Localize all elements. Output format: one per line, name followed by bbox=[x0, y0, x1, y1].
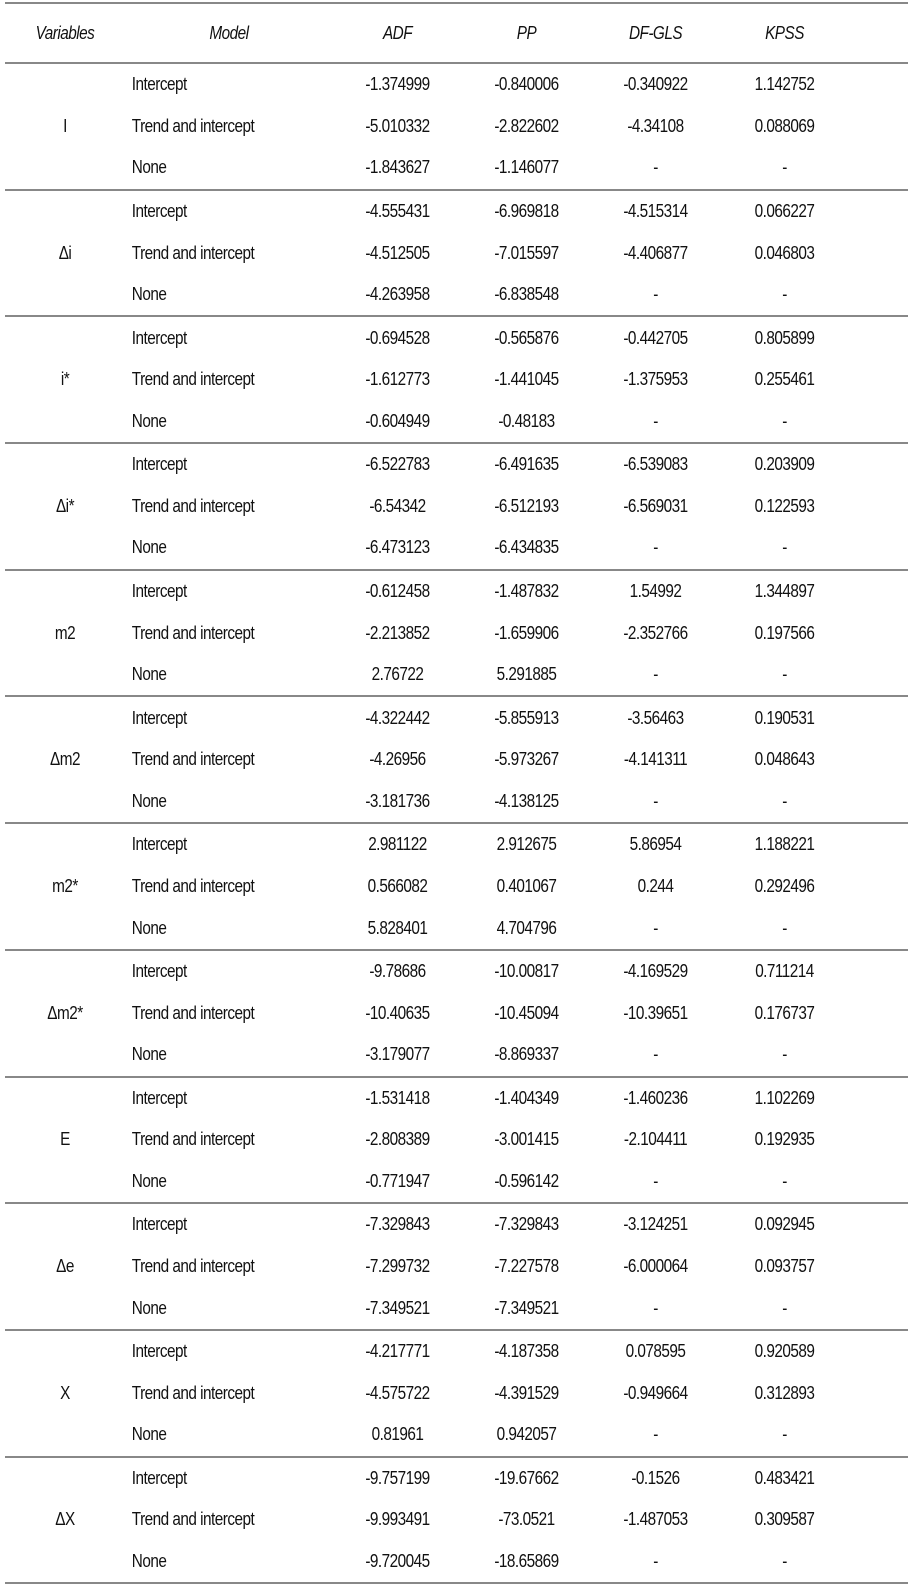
dfgls-cell: -0.949664 bbox=[623, 1382, 688, 1403]
model-cell: Trend and intercept bbox=[131, 115, 255, 136]
dfgls-cell: - bbox=[653, 157, 658, 178]
dfgls-cell: - bbox=[653, 917, 658, 938]
dfgls-cell: - bbox=[653, 1044, 658, 1065]
kpss-cell: 0.805899 bbox=[754, 327, 815, 348]
dfgls-cell: -6.569031 bbox=[623, 495, 688, 516]
table-row bbox=[125, 444, 908, 485]
variable-name: E bbox=[60, 1129, 70, 1150]
pp-cell: -7.015597 bbox=[494, 242, 559, 263]
pp-cell: -6.838548 bbox=[494, 284, 559, 305]
kpss-cell: 1.142752 bbox=[754, 74, 815, 95]
kpss-cell: - bbox=[782, 1044, 787, 1065]
table-row bbox=[125, 1499, 908, 1540]
adf-cell: 0.566082 bbox=[367, 875, 428, 896]
model-cell: Trend and intercept bbox=[131, 369, 255, 390]
adf-cell: -7.299732 bbox=[365, 1256, 430, 1277]
adf-cell: -4.26956 bbox=[369, 749, 426, 770]
variable-name: I bbox=[63, 115, 67, 136]
kpss-cell: - bbox=[782, 1424, 787, 1445]
adf-cell: -5.010332 bbox=[365, 115, 430, 136]
dfgls-cell: -4.34108 bbox=[627, 115, 684, 136]
adf-cell: -1.612773 bbox=[365, 369, 430, 390]
model-cell: Intercept bbox=[131, 707, 187, 728]
kpss-cell: 1.344897 bbox=[754, 581, 815, 602]
table-row bbox=[125, 1204, 908, 1245]
dfgls-cell: 5.86954 bbox=[629, 834, 682, 855]
dfgls-cell: - bbox=[653, 1170, 658, 1191]
model-cell: Intercept bbox=[131, 74, 187, 95]
table-row bbox=[125, 527, 908, 568]
kpss-cell: 1.102269 bbox=[754, 1087, 815, 1108]
table-row bbox=[125, 1331, 908, 1372]
model-cell: Intercept bbox=[131, 1214, 187, 1235]
model-cell: None bbox=[131, 790, 167, 811]
pp-cell: -1.441045 bbox=[494, 369, 559, 390]
adf-cell: -9.993491 bbox=[365, 1509, 430, 1530]
model-cell: Intercept bbox=[131, 1341, 187, 1362]
dfgls-cell: -2.104411 bbox=[623, 1129, 688, 1150]
header-adf: ADF bbox=[382, 22, 413, 43]
adf-cell: -2.808389 bbox=[365, 1129, 430, 1150]
table-row bbox=[125, 613, 908, 654]
model-rows bbox=[125, 191, 908, 316]
model-cell: Trend and intercept bbox=[131, 242, 255, 263]
dfgls-cell: -1.375953 bbox=[623, 369, 688, 390]
table-row bbox=[125, 1288, 908, 1329]
variable-group bbox=[5, 317, 908, 444]
table-row bbox=[125, 64, 908, 105]
kpss-cell: - bbox=[782, 1297, 787, 1318]
pp-cell: -8.869337 bbox=[494, 1044, 559, 1065]
model-cell: None bbox=[131, 664, 167, 685]
variable-name: Δm2* bbox=[47, 1002, 83, 1023]
table-row bbox=[125, 1034, 908, 1075]
kpss-cell: 0.711214 bbox=[755, 961, 814, 982]
kpss-cell: - bbox=[782, 664, 787, 685]
table-row bbox=[125, 698, 908, 739]
pp-cell: -18.65869 bbox=[494, 1550, 559, 1571]
variable-group bbox=[5, 191, 908, 318]
variable-name: Δi* bbox=[55, 495, 75, 516]
pp-cell: -7.349521 bbox=[494, 1297, 559, 1318]
kpss-cell: 0.920589 bbox=[754, 1341, 815, 1362]
adf-cell: -7.349521 bbox=[365, 1297, 430, 1318]
kpss-cell: 0.255461 bbox=[754, 369, 815, 390]
dfgls-cell: - bbox=[653, 1424, 658, 1445]
pp-cell: -1.404349 bbox=[494, 1087, 559, 1108]
model-cell: None bbox=[131, 284, 167, 305]
pp-cell: -10.45094 bbox=[494, 1002, 559, 1023]
unit-root-test-table bbox=[5, 2, 908, 1584]
model-rows bbox=[125, 64, 908, 189]
variable-name: i* bbox=[60, 369, 70, 390]
variable-name: ΔX bbox=[55, 1509, 75, 1530]
table-row bbox=[125, 781, 908, 822]
header-variables: Variables bbox=[35, 22, 95, 43]
variable-group bbox=[5, 64, 908, 191]
pp-cell: -6.491635 bbox=[494, 454, 559, 475]
kpss-cell: 0.192935 bbox=[754, 1129, 815, 1150]
table-row bbox=[125, 1246, 908, 1287]
model-cell: None bbox=[131, 1550, 167, 1571]
variable-group bbox=[5, 1331, 908, 1458]
model-rows bbox=[125, 1458, 908, 1583]
model-cell: Intercept bbox=[131, 961, 187, 982]
variable-name: m2* bbox=[52, 875, 78, 896]
table-row bbox=[125, 401, 908, 442]
adf-cell: -4.555431 bbox=[365, 200, 430, 221]
pp-cell: 0.401067 bbox=[496, 875, 557, 896]
dfgls-cell: - bbox=[653, 410, 658, 431]
header-model: Model bbox=[209, 22, 249, 43]
kpss-cell: - bbox=[782, 1170, 787, 1191]
model-cell: None bbox=[131, 410, 167, 431]
adf-cell: 2.981122 bbox=[368, 834, 427, 855]
table-row bbox=[125, 1119, 908, 1160]
dfgls-cell: - bbox=[653, 284, 658, 305]
pp-cell: -3.001415 bbox=[494, 1129, 559, 1150]
pp-cell: 5.291885 bbox=[496, 664, 557, 685]
model-cell: Trend and intercept bbox=[131, 1002, 255, 1023]
table-row bbox=[125, 908, 908, 949]
adf-cell: -2.213852 bbox=[365, 622, 430, 643]
variable-name: Δi bbox=[58, 242, 72, 263]
header-pp: PP bbox=[516, 22, 537, 43]
adf-cell: -9.757199 bbox=[365, 1467, 430, 1488]
kpss-cell: - bbox=[782, 1550, 787, 1571]
model-cell: Intercept bbox=[131, 1467, 187, 1488]
model-cell: Intercept bbox=[131, 1087, 187, 1108]
adf-cell: -6.522783 bbox=[365, 454, 430, 475]
pp-cell: -4.391529 bbox=[494, 1382, 559, 1403]
pp-cell: -0.48183 bbox=[498, 410, 555, 431]
table-row bbox=[125, 147, 908, 188]
model-cell: None bbox=[131, 1297, 167, 1318]
dfgls-cell: 0.078595 bbox=[625, 1341, 686, 1362]
pp-cell: -4.138125 bbox=[494, 790, 559, 811]
kpss-cell: 0.092945 bbox=[754, 1214, 815, 1235]
table-row bbox=[125, 233, 908, 274]
model-cell: None bbox=[131, 157, 167, 178]
pp-cell: -7.329843 bbox=[494, 1214, 559, 1235]
model-cell: Trend and intercept bbox=[131, 495, 255, 516]
pp-cell: -0.840006 bbox=[494, 74, 559, 95]
pp-cell: -0.565876 bbox=[494, 327, 559, 348]
pp-cell: 0.942057 bbox=[496, 1424, 557, 1445]
model-cell: None bbox=[131, 1044, 167, 1065]
adf-cell: -4.322442 bbox=[365, 707, 430, 728]
pp-cell: -6.969818 bbox=[494, 200, 559, 221]
model-cell: Intercept bbox=[131, 200, 187, 221]
kpss-cell: 0.048643 bbox=[754, 749, 815, 770]
kpss-cell: 0.197566 bbox=[754, 622, 815, 643]
kpss-cell: 0.088069 bbox=[754, 115, 815, 136]
table-row bbox=[125, 654, 908, 695]
kpss-cell: 0.292496 bbox=[754, 875, 815, 896]
table-row bbox=[125, 191, 908, 232]
variable-group bbox=[5, 1078, 908, 1205]
adf-cell: -4.575722 bbox=[365, 1382, 430, 1403]
header-dfgls: DF-GLS bbox=[628, 22, 683, 43]
model-cell: Intercept bbox=[131, 454, 187, 475]
adf-cell: -3.179077 bbox=[365, 1044, 430, 1065]
variable-name: m2 bbox=[54, 622, 76, 643]
kpss-cell: 0.483421 bbox=[754, 1467, 815, 1488]
pp-cell: -73.0521 bbox=[498, 1509, 555, 1530]
kpss-cell: - bbox=[782, 537, 787, 558]
kpss-cell: - bbox=[782, 410, 787, 431]
dfgls-cell: -0.1526 bbox=[631, 1467, 680, 1488]
table-row bbox=[125, 1414, 908, 1455]
model-cell: Trend and intercept bbox=[131, 1129, 255, 1150]
adf-cell: -1.843627 bbox=[365, 157, 430, 178]
variable-group bbox=[5, 444, 908, 571]
adf-cell: -4.263958 bbox=[365, 284, 430, 305]
variable-group bbox=[5, 697, 908, 824]
kpss-cell: 0.203909 bbox=[754, 454, 815, 475]
kpss-cell: 0.093757 bbox=[754, 1256, 815, 1277]
adf-cell: -0.771947 bbox=[365, 1170, 430, 1191]
table-row bbox=[125, 359, 908, 400]
dfgls-cell: 0.244 bbox=[637, 875, 674, 896]
pp-cell: -7.227578 bbox=[494, 1256, 559, 1277]
table-row bbox=[125, 571, 908, 612]
model-cell: Trend and intercept bbox=[131, 875, 255, 896]
model-rows bbox=[125, 697, 908, 822]
pp-cell: -6.512193 bbox=[494, 495, 559, 516]
table-row bbox=[125, 739, 908, 780]
dfgls-cell: -0.442705 bbox=[623, 327, 688, 348]
dfgls-cell: - bbox=[653, 537, 658, 558]
model-rows bbox=[125, 317, 908, 442]
kpss-cell: 0.122593 bbox=[754, 495, 815, 516]
table-header bbox=[5, 4, 908, 64]
adf-cell: -7.329843 bbox=[365, 1214, 430, 1235]
pp-cell: -4.187358 bbox=[494, 1341, 559, 1362]
pp-cell: -19.67662 bbox=[494, 1467, 559, 1488]
variable-name: Δm2 bbox=[50, 749, 80, 770]
model-cell: None bbox=[131, 1424, 167, 1445]
dfgls-cell: -6.000064 bbox=[623, 1256, 688, 1277]
pp-cell: -5.973267 bbox=[494, 749, 559, 770]
table-row bbox=[125, 866, 908, 907]
model-cell: Trend and intercept bbox=[131, 622, 255, 643]
pp-cell: -0.596142 bbox=[494, 1170, 559, 1191]
pp-cell: -1.146077 bbox=[494, 157, 559, 178]
pp-cell: -6.434835 bbox=[494, 537, 559, 558]
adf-cell: 0.81961 bbox=[371, 1424, 424, 1445]
dfgls-cell: - bbox=[653, 664, 658, 685]
variable-group bbox=[5, 951, 908, 1078]
adf-cell: -10.40635 bbox=[365, 1002, 430, 1023]
model-cell: Trend and intercept bbox=[131, 1509, 255, 1530]
adf-cell: -9.78686 bbox=[369, 961, 426, 982]
dfgls-cell: - bbox=[653, 1297, 658, 1318]
kpss-cell: - bbox=[782, 917, 787, 938]
header-kpss: KPSS bbox=[765, 22, 804, 43]
dfgls-cell: -4.515314 bbox=[623, 200, 688, 221]
pp-cell: -10.00817 bbox=[494, 961, 559, 982]
table-row bbox=[125, 1541, 908, 1582]
dfgls-cell: 1.54992 bbox=[629, 581, 682, 602]
dfgls-cell: -1.487053 bbox=[623, 1509, 688, 1530]
dfgls-cell: - bbox=[653, 1550, 658, 1571]
dfgls-cell: -4.169529 bbox=[623, 961, 688, 982]
table-row bbox=[125, 951, 908, 992]
adf-cell: -0.612458 bbox=[365, 581, 430, 602]
dfgls-cell: -3.56463 bbox=[627, 707, 684, 728]
model-cell: Trend and intercept bbox=[131, 1382, 255, 1403]
model-rows bbox=[125, 951, 908, 1076]
kpss-cell: 0.190531 bbox=[754, 707, 815, 728]
model-rows bbox=[125, 444, 908, 569]
pp-cell: -1.659906 bbox=[494, 622, 559, 643]
pp-cell: 2.912675 bbox=[496, 834, 557, 855]
dfgls-cell: -10.39651 bbox=[623, 1002, 688, 1023]
adf-cell: -1.374999 bbox=[365, 74, 430, 95]
adf-cell: -9.720045 bbox=[365, 1550, 430, 1571]
variable-group bbox=[5, 824, 908, 951]
variable-name: X bbox=[60, 1382, 70, 1403]
model-cell: Trend and intercept bbox=[131, 749, 255, 770]
dfgls-cell: -6.539083 bbox=[623, 454, 688, 475]
kpss-cell: - bbox=[782, 790, 787, 811]
adf-cell: -4.512505 bbox=[365, 242, 430, 263]
kpss-cell: 0.046803 bbox=[754, 242, 815, 263]
adf-cell: -1.531418 bbox=[365, 1087, 430, 1108]
adf-cell: -0.604949 bbox=[365, 410, 430, 431]
dfgls-cell: -3.124251 bbox=[623, 1214, 688, 1235]
kpss-cell: - bbox=[782, 157, 787, 178]
dfgls-cell: -2.352766 bbox=[623, 622, 688, 643]
table-row bbox=[125, 274, 908, 315]
kpss-cell: 0.176737 bbox=[754, 1002, 815, 1023]
table-row bbox=[125, 106, 908, 147]
pp-cell: -1.487832 bbox=[494, 581, 559, 602]
adf-cell: -3.181736 bbox=[365, 790, 430, 811]
model-rows bbox=[125, 824, 908, 949]
table-row bbox=[125, 1161, 908, 1202]
model-rows bbox=[125, 1331, 908, 1456]
table-row bbox=[125, 824, 908, 865]
kpss-cell: 0.066227 bbox=[754, 200, 815, 221]
pp-cell: -5.855913 bbox=[494, 707, 559, 728]
table-row bbox=[125, 1373, 908, 1414]
table-body bbox=[5, 64, 908, 1582]
variable-group bbox=[5, 571, 908, 698]
dfgls-cell: - bbox=[653, 790, 658, 811]
kpss-cell: 0.312893 bbox=[754, 1382, 815, 1403]
dfgls-cell: -1.460236 bbox=[623, 1087, 688, 1108]
adf-cell: -0.694528 bbox=[365, 327, 430, 348]
adf-cell: -6.54342 bbox=[369, 495, 426, 516]
kpss-cell: 0.309587 bbox=[754, 1509, 815, 1530]
variable-name: Δe bbox=[56, 1256, 74, 1277]
dfgls-cell: -0.340922 bbox=[623, 74, 688, 95]
adf-cell: -6.473123 bbox=[365, 537, 430, 558]
model-cell: None bbox=[131, 1170, 167, 1191]
adf-cell: -4.217771 bbox=[365, 1341, 430, 1362]
pp-cell: 4.704796 bbox=[496, 917, 557, 938]
table-row bbox=[125, 1458, 908, 1499]
table-row bbox=[125, 993, 908, 1034]
model-rows bbox=[125, 1204, 908, 1329]
model-cell: Intercept bbox=[131, 581, 187, 602]
table-row bbox=[125, 486, 908, 527]
model-cell: Intercept bbox=[131, 834, 187, 855]
adf-cell: 5.828401 bbox=[367, 917, 428, 938]
dfgls-cell: -4.141311 bbox=[623, 749, 688, 770]
variable-group bbox=[5, 1204, 908, 1331]
kpss-cell: - bbox=[782, 284, 787, 305]
model-cell: None bbox=[131, 537, 167, 558]
model-cell: None bbox=[131, 917, 167, 938]
model-rows bbox=[125, 571, 908, 696]
dfgls-cell: -4.406877 bbox=[623, 242, 688, 263]
table-row bbox=[125, 1078, 908, 1119]
variable-group bbox=[5, 1458, 908, 1583]
table-row bbox=[125, 318, 908, 359]
model-cell: Trend and intercept bbox=[131, 1256, 255, 1277]
model-rows bbox=[125, 1078, 908, 1203]
pp-cell: -2.822602 bbox=[494, 115, 559, 136]
kpss-cell: 1.188221 bbox=[754, 834, 815, 855]
model-cell: Intercept bbox=[131, 327, 187, 348]
adf-cell: 2.76722 bbox=[371, 664, 424, 685]
